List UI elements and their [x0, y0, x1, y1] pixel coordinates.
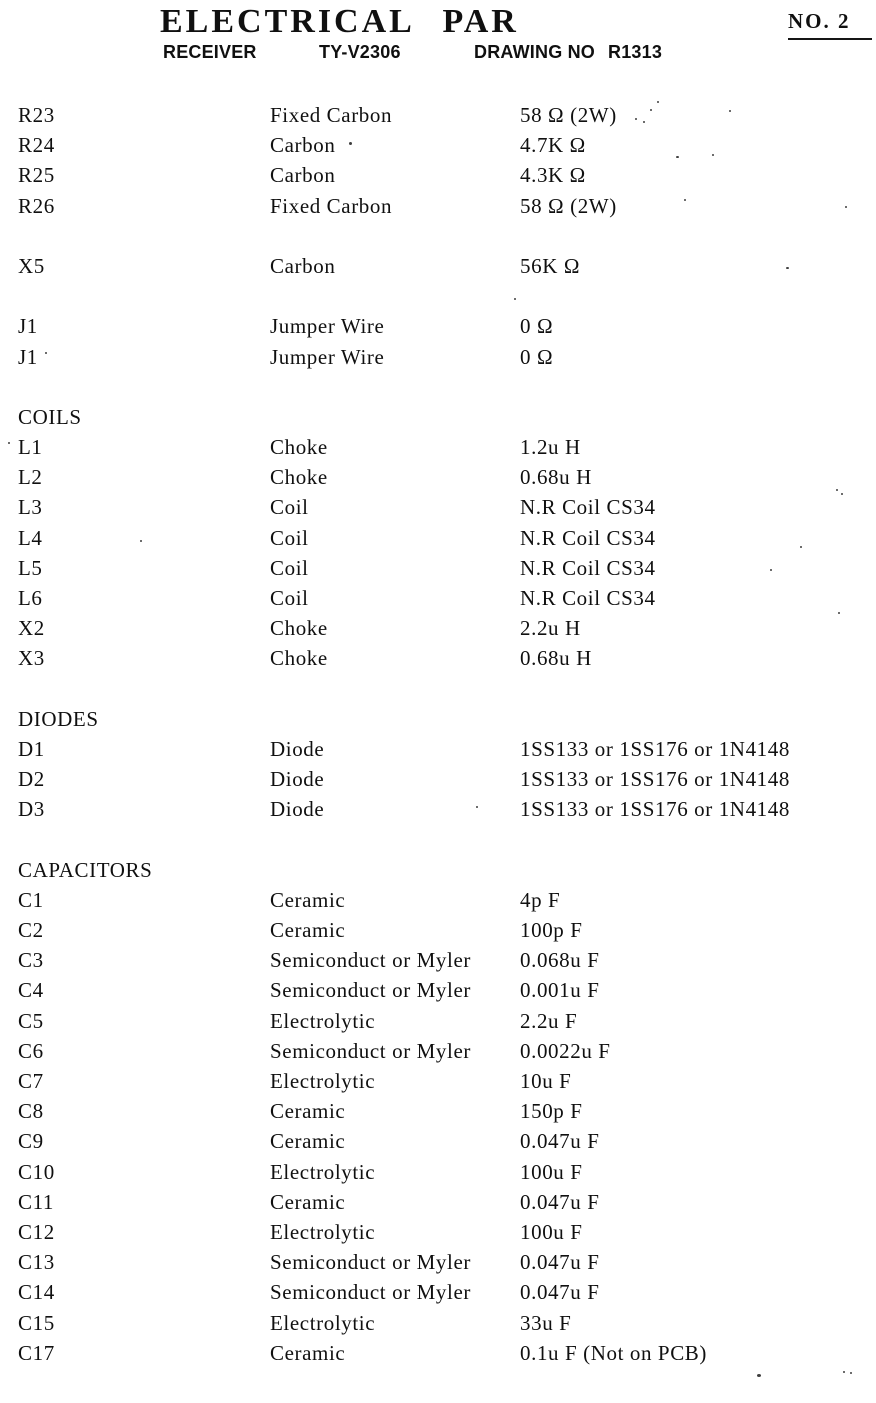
part-type: Electrolytic	[270, 1069, 376, 1093]
subtitle-model-number: TY-V2306	[319, 42, 401, 62]
part-value: 2.2u H	[520, 616, 581, 641]
part-row	[0, 975, 876, 1005]
subtitle-receiver-label: RECEIVER	[163, 42, 257, 62]
part-type: Coil	[270, 586, 309, 610]
part-type: Ceramic	[270, 1099, 346, 1124]
part-row	[0, 1187, 876, 1217]
part-value: N.R Coil CS34	[520, 555, 656, 580]
part-row	[0, 100, 876, 130]
part-value: 58 Ω (2W)	[520, 103, 617, 127]
part-value: 0.68u H	[520, 646, 592, 671]
part-type: Jumper Wire	[270, 344, 385, 369]
part-reference: L3	[18, 495, 43, 520]
part-type: Choke	[270, 646, 328, 671]
scan-speck	[650, 109, 652, 111]
part-value: 56K Ω	[520, 253, 581, 278]
part-row	[0, 613, 876, 643]
part-type: Ceramic	[270, 1189, 346, 1214]
scan-speck	[836, 489, 838, 491]
part-value: N.R Coil CS34	[520, 525, 656, 550]
scan-speck	[800, 546, 802, 548]
part-reference: C12	[18, 1219, 55, 1244]
part-type: Ceramic	[270, 918, 346, 943]
part-row	[0, 1006, 876, 1036]
part-reference: C6	[18, 1038, 44, 1063]
scan-speck	[841, 493, 843, 495]
part-reference: X3	[18, 646, 45, 671]
part-value: 0.0022u F	[520, 1038, 611, 1063]
part-reference: D3	[18, 797, 45, 822]
part-reference: J1	[18, 314, 38, 339]
part-row	[0, 945, 876, 975]
part-reference: C5	[18, 1008, 44, 1033]
part-value: 1SS133 or 1SS176 or 1N4148	[520, 736, 790, 761]
scan-speck	[140, 540, 142, 542]
part-value: 100u F	[520, 1159, 583, 1184]
part-row	[0, 1217, 876, 1247]
part-value: 1.2u H	[520, 435, 581, 460]
section-heading	[0, 402, 876, 432]
part-type: Coil	[270, 555, 309, 580]
part-type: Semiconduct or Myler	[270, 1038, 471, 1063]
part-row	[0, 523, 876, 553]
part-value: 0.001u F	[520, 978, 600, 1003]
part-reference: L2	[18, 465, 43, 490]
scan-speck	[850, 1372, 852, 1374]
scan-speck	[476, 806, 478, 808]
part-type: Fixed Carbon	[270, 103, 393, 127]
part-reference: L1	[18, 435, 43, 460]
section-heading-label: COILS	[18, 404, 82, 429]
part-type: Ceramic	[270, 1129, 346, 1154]
part-value: 100p F	[520, 918, 583, 943]
subtitle-drawing-number: R1313	[608, 42, 663, 62]
part-reference: C17	[18, 1340, 55, 1365]
part-row	[0, 764, 876, 794]
part-reference: C11	[18, 1189, 55, 1214]
scan-speck	[514, 298, 516, 300]
scan-speck	[657, 101, 659, 103]
part-value: 0.047u F	[520, 1129, 600, 1154]
part-row	[0, 160, 876, 190]
part-row	[0, 885, 876, 915]
scan-speck	[845, 206, 847, 208]
part-reference: X5	[18, 253, 45, 278]
part-reference: C2	[18, 918, 44, 943]
scan-speck	[729, 110, 731, 112]
scan-speck	[643, 121, 645, 123]
part-type: Coil	[270, 495, 309, 520]
part-reference: D2	[18, 767, 45, 792]
part-type: Fixed Carbon	[270, 193, 393, 218]
part-row	[0, 130, 876, 160]
part-value: 0.047u F	[520, 1280, 600, 1305]
section-heading	[0, 855, 876, 885]
part-value: 2.2u F	[520, 1008, 578, 1033]
part-reference: C7	[18, 1069, 44, 1093]
scan-speck	[757, 1374, 761, 1377]
part-row	[0, 643, 876, 673]
part-value: 4.3K Ω	[520, 163, 586, 188]
part-row	[0, 1277, 876, 1307]
part-value: 100u F	[520, 1219, 583, 1244]
scan-speck	[843, 1371, 845, 1373]
part-row	[0, 1308, 876, 1338]
spacer-line	[0, 372, 876, 402]
page-number: NO. 2	[788, 9, 872, 40]
part-row	[0, 1338, 876, 1368]
scan-speck	[786, 267, 789, 269]
part-row	[0, 1126, 876, 1156]
part-type: Semiconduct or Myler	[270, 948, 471, 973]
part-type: Choke	[270, 435, 328, 460]
part-type: Semiconduct or Myler	[270, 978, 471, 1003]
scan-speck	[770, 569, 772, 571]
scan-speck	[712, 154, 714, 156]
part-type: Choke	[270, 465, 328, 490]
part-reference: C9	[18, 1129, 44, 1154]
scan-speck	[838, 612, 840, 614]
part-row	[0, 915, 876, 945]
part-row	[0, 492, 876, 522]
part-value: 1SS133 or 1SS176 or 1N4148	[520, 797, 790, 822]
part-type: Electrolytic	[270, 1008, 376, 1033]
scan-speck	[676, 156, 679, 158]
part-type: Electrolytic	[270, 1310, 376, 1335]
part-reference: X2	[18, 616, 45, 641]
part-value: N.R Coil CS34	[520, 495, 656, 520]
part-value: 0.68u H	[520, 465, 592, 490]
part-value: 0.047u F	[520, 1250, 600, 1275]
spacer-line	[0, 674, 876, 704]
part-row	[0, 251, 876, 281]
part-row	[0, 432, 876, 462]
part-row	[0, 583, 876, 613]
part-reference: R25	[18, 163, 55, 188]
part-reference: C15	[18, 1310, 55, 1335]
part-value: 0.068u F	[520, 948, 600, 973]
part-type: Ceramic	[270, 1340, 346, 1365]
part-type: Diode	[270, 767, 325, 792]
part-type: Choke	[270, 616, 328, 641]
part-type: Coil	[270, 525, 309, 550]
part-row	[0, 462, 876, 492]
part-type: Electrolytic	[270, 1219, 376, 1244]
part-row	[0, 342, 876, 372]
part-reference: L5	[18, 555, 43, 580]
part-reference: R24	[18, 133, 55, 158]
spacer-line	[0, 825, 876, 855]
part-value: 0 Ω	[520, 344, 554, 369]
part-type: Ceramic	[270, 887, 346, 912]
spacer-line	[0, 281, 876, 311]
part-value: 150p F	[520, 1099, 583, 1124]
part-reference: D1	[18, 736, 45, 761]
part-reference: C1	[18, 887, 44, 912]
part-type: Carbon	[270, 253, 336, 278]
part-value: 4p F	[520, 887, 561, 912]
part-row	[0, 794, 876, 824]
part-type: Jumper Wire	[270, 314, 385, 339]
part-reference: R23	[18, 103, 55, 127]
part-value: 33u F	[520, 1310, 572, 1335]
section-heading-label: DIODES	[18, 706, 99, 731]
part-value: 58 Ω (2W)	[520, 193, 617, 218]
part-reference: C13	[18, 1250, 55, 1275]
parts-list	[0, 100, 876, 1368]
part-row	[0, 1157, 876, 1187]
spacer-line	[0, 221, 876, 251]
part-reference: C8	[18, 1099, 44, 1124]
part-row	[0, 1036, 876, 1066]
scan-speck	[349, 142, 352, 145]
part-type: Carbon	[270, 133, 336, 158]
part-value: N.R Coil CS34	[520, 586, 656, 610]
scan-speck	[684, 199, 686, 201]
part-reference: C10	[18, 1159, 55, 1184]
part-type: Diode	[270, 797, 325, 822]
part-type: Electrolytic	[270, 1159, 376, 1184]
part-row	[0, 734, 876, 764]
scan-speck	[8, 442, 10, 444]
part-row	[0, 1066, 876, 1096]
page-title: ELECTRICAL PAR	[160, 3, 519, 40]
part-type: Carbon	[270, 163, 336, 188]
part-row	[0, 1247, 876, 1277]
part-reference: C4	[18, 978, 44, 1003]
scan-speck	[45, 352, 47, 354]
part-reference: C3	[18, 948, 44, 973]
part-type: Semiconduct or Myler	[270, 1250, 471, 1275]
part-reference: J1	[18, 344, 38, 369]
part-value: 1SS133 or 1SS176 or 1N4148	[520, 767, 790, 792]
part-row	[0, 311, 876, 341]
section-heading-label: CAPACITORS	[18, 857, 153, 882]
scan-speck	[635, 118, 637, 120]
part-reference: L4	[18, 525, 43, 550]
part-value: 0.1u F (Not on PCB)	[520, 1340, 708, 1365]
part-reference: C14	[18, 1280, 55, 1305]
part-reference: R26	[18, 193, 55, 218]
part-reference: L6	[18, 586, 43, 610]
part-type: Semiconduct or Myler	[270, 1280, 471, 1305]
part-type: Diode	[270, 736, 325, 761]
part-value: 0 Ω	[520, 314, 554, 339]
part-row	[0, 191, 876, 221]
part-row	[0, 553, 876, 583]
part-value: 4.7K Ω	[520, 133, 586, 158]
part-row	[0, 1096, 876, 1126]
subtitle-drawing-label: DRAWING NO	[474, 42, 595, 62]
part-value: 10u F	[520, 1069, 572, 1093]
part-value: 0.047u F	[520, 1189, 600, 1214]
section-heading	[0, 704, 876, 734]
